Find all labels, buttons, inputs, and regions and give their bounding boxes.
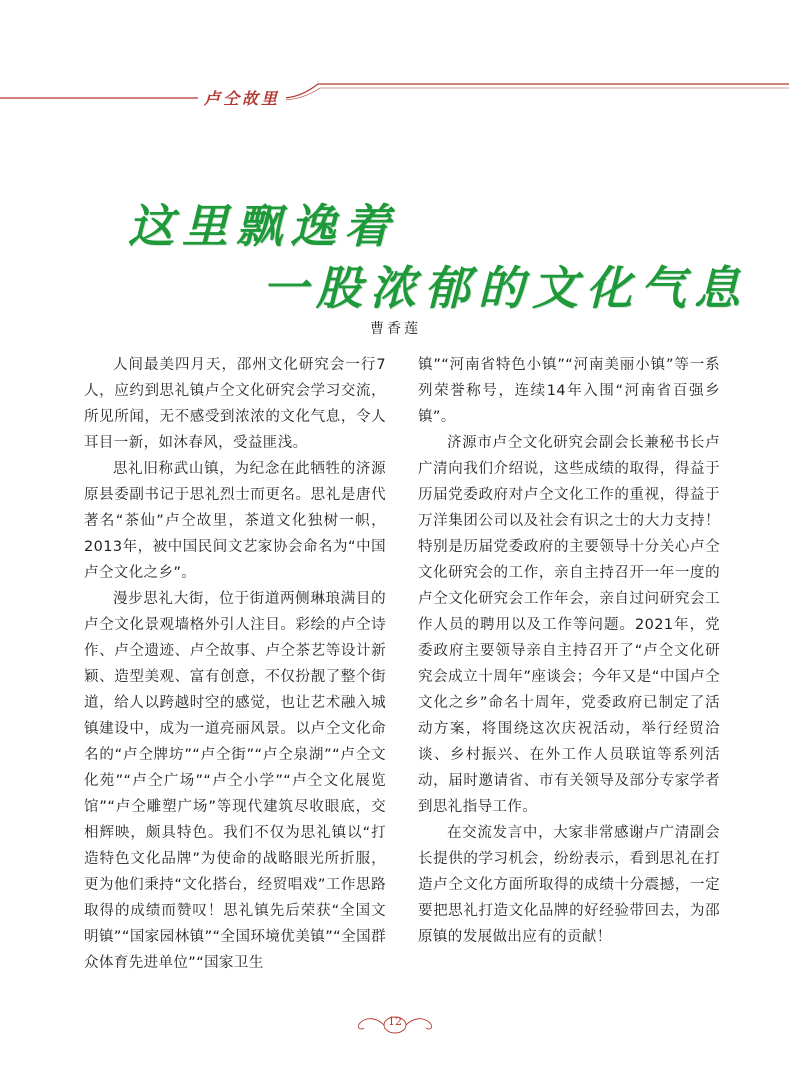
article-title-line-1: 这里飘逸着 — [128, 199, 398, 253]
article-column-left — [84, 352, 386, 976]
paragraph: 济源市卢仝文化研究会副会长兼秘书长卢广清向我们介绍说，这些成绩的取得，得益于历届党委政府对卢仝文化工作的重视，得益于万洋集团公司以及社会有识之士的大力支持！特别是历届党委政府的主要领导十分关心卢仝文化研究会的工作，亲自主持召开一年一度的卢仝文化研究会工作年会，亲自过问研究会工作人员的聘用以及工作等问题。2021年，党委政府主要领导亲自主持召开了“卢仝文化研究会成立十周年”座谈会；今年又是“中国卢仝文化之乡”命名十周年，党委政府已制定了活动方案，将围绕这次庆祝活动，举行经贸洽谈、乡村振兴、在外工作人员联谊等系列活动，届时邀请省、市有关领导及部分专家学者到思礼指导工作。 — [418, 435, 720, 815]
paragraph: 漫步思礼大街，位于街道两侧琳琅满目的卢仝文化景观墙格外引人注目。彩绘的卢仝诗作、卢仝遗迹、卢仝故事、卢仝茶艺等设计新颖、造型美观、富有创意，不仅扮靓了整个街道，给人以跨越时空的感觉，也让艺术融入城镇建设中，成为一道亮丽风景。以卢仝文化命名的“卢仝牌坊”“卢仝街”“卢仝泉湖”“卢仝文化苑”“卢仝广场”“卢仝小学”“卢仝文化展览馆”“卢仝雕塑广场”等现代建筑尽收眼底，交相辉映，颇具特色。我们不仅为思礼镇以“打造特色文化品牌”为使命的战略眼光所折服，更为他们秉持“文化搭台，经贸唱戏”工作思路取得的成绩而赞叹！思礼镇先后荣获“全国文明镇”“国家园林镇”“全国环境优美镇”“全国群众体育先进单位”“国家卫生 — [84, 591, 386, 971]
page-number: 12 — [388, 1015, 402, 1028]
paragraph: 思礼旧称武山镇，为纪念在此牺牲的济源原县委副书记于思礼烈士而更名。思礼是唐代著名“茶仙”卢仝故里，茶道文化独树一帜，2013年，被中国民间文艺家协会命名为“中国卢仝文化之乡”。 — [84, 461, 386, 581]
paragraph: 人间最美四月天，邵州文化研究会一行7人，应约到思礼镇卢仝文化研究会学习交流，所见所闻，无不感受到浓浓的文化气息，令人耳目一新，如沐春风，受益匪浅。 — [84, 357, 386, 451]
section-label: 卢仝故里 — [198, 86, 286, 109]
paragraph-continuation: 镇”“河南省特色小镇”“河南美丽小镇”等一系列荣誉称号，连续14年入围“河南省百强乡镇”。 — [418, 357, 720, 425]
article-column-right — [418, 352, 720, 950]
paragraph: 在交流发言中，大家非常感谢卢广清副会长提供的学习机会，纷纷表示，看到思礼在打造卢仝文化方面所取得的成绩十分震撼，一定要把思礼打造文化品牌的好经验带回去，为邵原镇的发展做出应有的贡献！ — [418, 825, 720, 945]
article-title-line-2: 一股浓郁的文化气息 — [262, 261, 748, 315]
author-name: 曹香莲 — [370, 321, 421, 337]
header-decorative-rule — [0, 0, 789, 120]
page-number-ornament — [350, 1013, 440, 1037]
